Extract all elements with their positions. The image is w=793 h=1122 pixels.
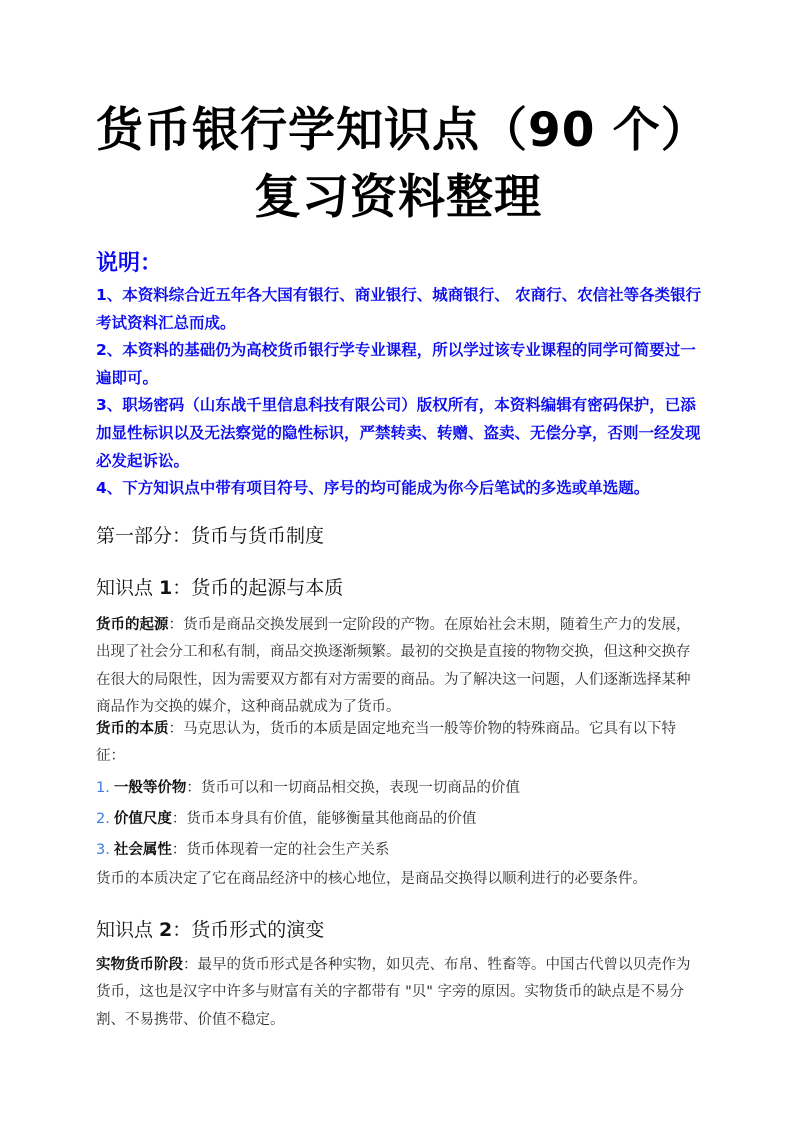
- feature-list-item-1: [96, 776, 520, 797]
- origin-text: ：货币是商品交换发展到一定阶段的产物。在原始社会末期，随着生产力的发展，出现了社会分工和私有制，商品交换逐渐频繁。最初的交换是直接的物物交换，但这种交换存在很大的局限性，因为需要双方都有对方需要的商品。为了解决这一问题，人们逐渐选择某种商品作为交换的媒介，这种商品就成为了货币。: [96, 617, 691, 715]
- notice-item-1: 1、本资料综合近五年各大国有银行、商业银行、城商银行、 农商行、农信社等各类银行考试资料汇总而成。: [96, 286, 702, 332]
- knowledge-point-2-title: [96, 915, 324, 942]
- feature-text: ：货币本身具有价值，能够衡量其他商品的价值: [171, 811, 477, 827]
- kp-title-text: ：货币的起源与本质: [172, 577, 344, 599]
- stage-label: 实物货币阶段: [96, 957, 183, 973]
- feature-text: ：货币可以和一切商品相交换，表现一切商品的价值: [186, 780, 520, 796]
- kp-title-prefix: 知识点: [96, 919, 160, 941]
- origin-paragraph: [96, 612, 702, 721]
- physical-money-paragraph: [96, 952, 702, 1034]
- kp-number: 2: [159, 919, 173, 941]
- notice-item-4: 4、下方知识点中带有项目符号、序号的均可能成为你今后笔试的多选或单选题。: [96, 479, 650, 498]
- notice-block: [96, 282, 706, 503]
- notice-item-3: 3、职场密码（山东战千里信息科技有限公司）版权所有，本资料编辑有密码保护，已添加显性标识以及无法察觉的隐性标识，严禁转卖、转赠、盗卖、无偿分享，否则一经发现必发起诉讼。: [96, 396, 701, 470]
- list-number: 3.: [96, 842, 110, 858]
- notice-heading: 说明：: [96, 251, 163, 276]
- kp-number: 1: [159, 577, 173, 599]
- document-title-line-2: 复习资料整理: [254, 170, 542, 225]
- feature-list-item-2: [96, 807, 476, 828]
- feature-label: 价值尺度: [113, 811, 172, 827]
- notice-item-2: 2、本资料的基础仍为高校货币银行学专业课程，所以学过该专业课程的同学可简要过一遍即可。: [96, 341, 696, 387]
- kp-title-prefix: 知识点: [96, 577, 160, 599]
- section-title: 第一部分：货币与货币制度: [96, 525, 325, 547]
- knowledge-point-1-title: [96, 573, 343, 600]
- list-number: 2.: [96, 811, 110, 827]
- list-number: 1.: [96, 780, 110, 796]
- essence-label: 货币的本质: [96, 721, 169, 737]
- stage-text: ：最早的货币形式是各种实物，如贝壳、布帛、牲畜等。中国古代曾以贝壳作为货币，这也是汉字中许多与财富有关的字都带有 "贝" 字旁的原因。实物货币的缺点是不易分割、不易携带、价值不稳定。: [96, 957, 691, 1028]
- feature-list-item-3: [96, 838, 389, 859]
- kp-title-text: ：货币形式的演变: [172, 919, 325, 941]
- essence-paragraph: [96, 716, 702, 771]
- origin-label: 货币的起源: [96, 617, 169, 633]
- essence-text: ：马克思认为，货币的本质是固定地充当一般等价物的特殊商品。它具有以下特征：: [96, 721, 676, 765]
- conclusion-paragraph: 货币的本质决定了它在商品经济中的核心地位，是商品交换得以顺利进行的必要条件。: [96, 871, 647, 887]
- feature-text: ：货币体现着一定的社会生产关系: [171, 842, 390, 858]
- feature-label: 社会属性: [113, 842, 172, 858]
- feature-label: 一般等价物: [113, 780, 187, 796]
- document-title-line-1: 货币银行学知识点（90 个）: [96, 103, 709, 158]
